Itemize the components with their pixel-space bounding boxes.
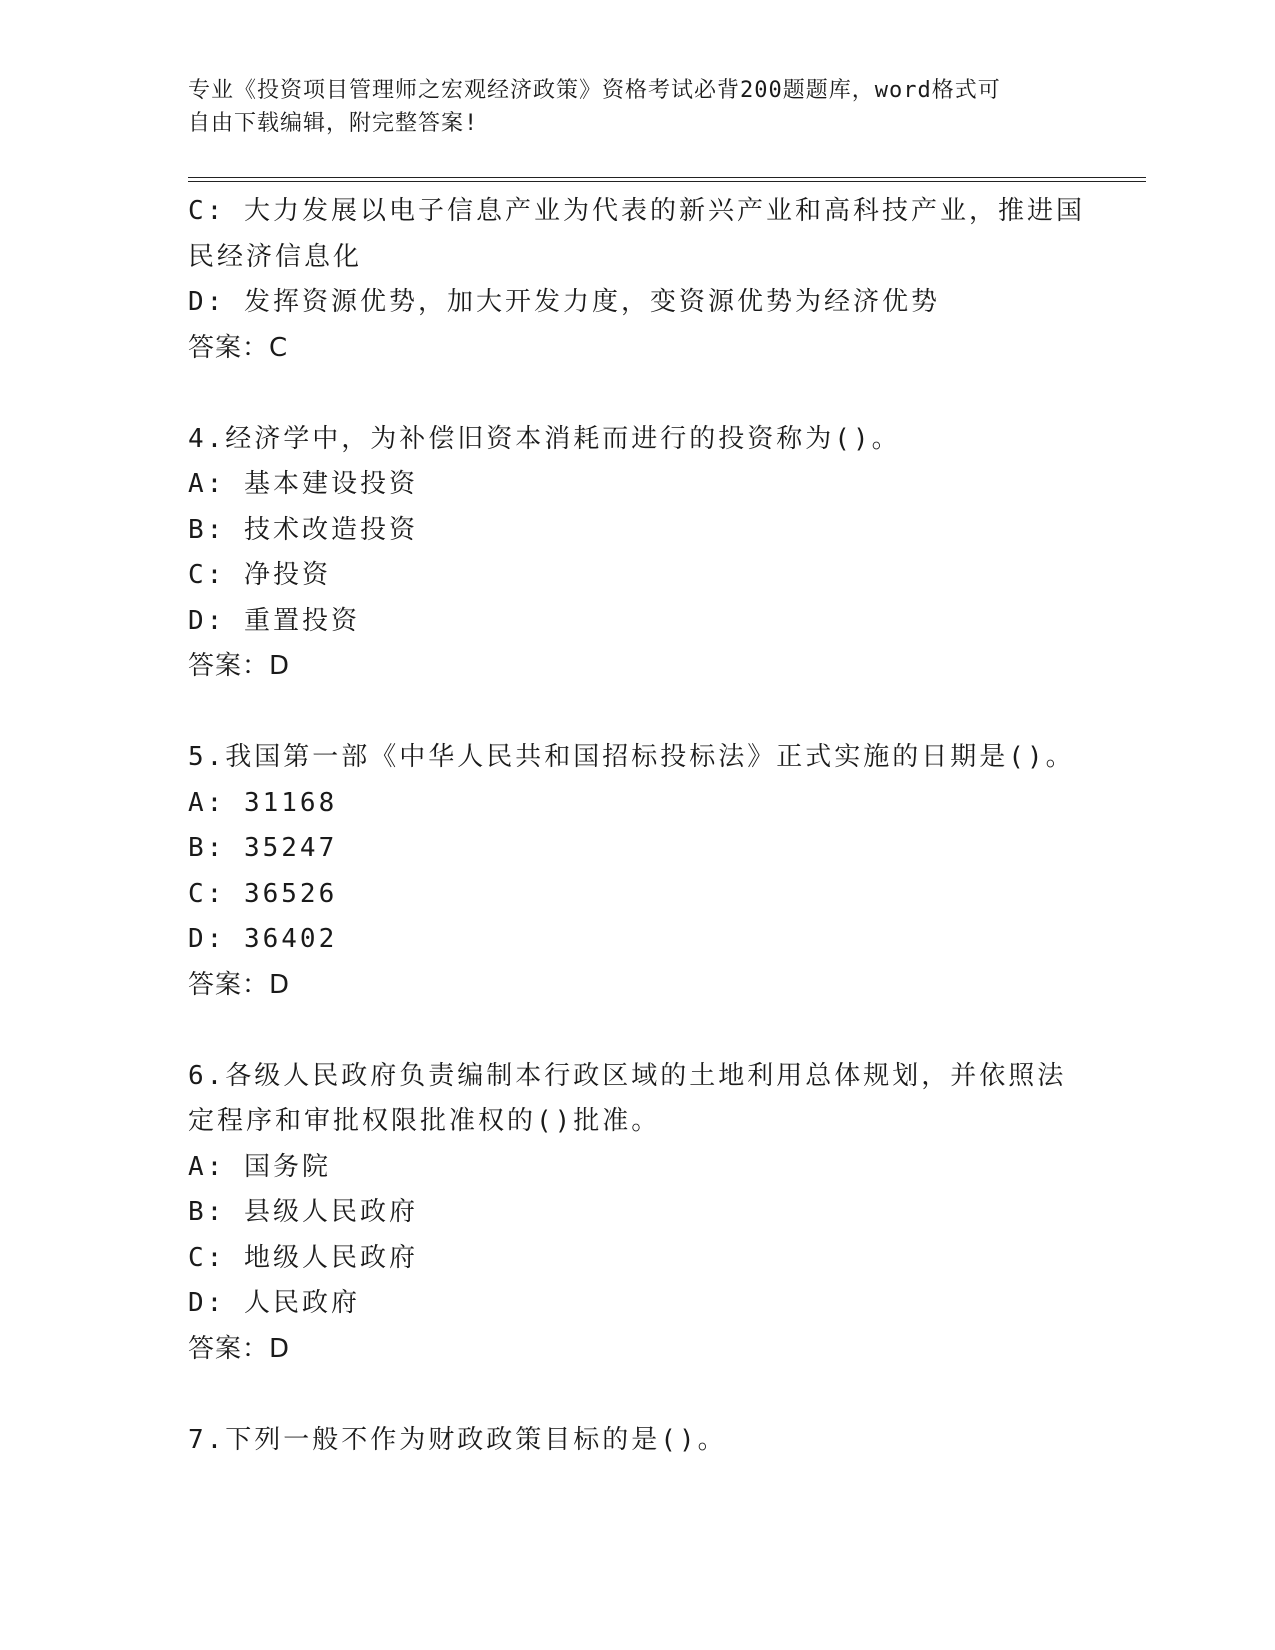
option-a: A: 国务院	[188, 1151, 331, 1182]
question-6	[188, 1054, 1088, 1373]
option-b: B: 技术改造投资	[188, 514, 418, 545]
option-b: B: 县级人民政府	[188, 1197, 418, 1227]
question-5	[188, 735, 1088, 1008]
answer-label: 答案：D	[188, 969, 291, 1000]
option-a: A: 31168	[188, 787, 338, 818]
question-text: 7.下列一般不作为财政政策目标的是()。	[188, 1424, 727, 1455]
question-text: 5.我国第一部《中华人民共和国招标投标法》正式实施的日期是()。	[188, 742, 1075, 772]
question-text: 6.各级人民政府负责编制本行政区域的土地利用总体规划，并依照法	[188, 1060, 1067, 1091]
option-b: B: 35247	[188, 833, 338, 863]
option-d: D: 人民政府	[188, 1288, 360, 1318]
option-d: D: 发挥资源优势，加大开发力度，变资源优势为经济优势	[188, 287, 940, 317]
option-c: C: 大力发展以电子信息产业为代表的新兴产业和高科技产业，推进国	[188, 196, 1085, 226]
answer-label: 答案：C	[188, 332, 289, 363]
option-d: D: 36402	[188, 924, 338, 954]
document-page	[188, 0, 1148, 1650]
option-d: D: 重置投资	[188, 605, 360, 636]
question-text-continued: 定程序和审批权限批准权的()批准。	[188, 1106, 661, 1136]
question-4	[188, 417, 1088, 690]
header-title-line-2: 自由下载编辑，附完整答案!	[188, 111, 479, 136]
question-list	[188, 189, 1088, 1463]
answer-label: 答案：D	[188, 651, 291, 681]
document-header	[188, 74, 1068, 140]
spacer	[188, 690, 1088, 736]
question-7	[188, 1418, 1088, 1464]
spacer	[188, 371, 1088, 417]
option-a: A: 基本建设投资	[188, 469, 418, 499]
spacer	[188, 1008, 1088, 1054]
spacer	[188, 1372, 1088, 1418]
option-c: C: 36526	[188, 878, 338, 909]
answer-label: 答案：D	[188, 1333, 291, 1364]
question-text: 4.经济学中，为补偿旧资本消耗而进行的投资称为()。	[188, 423, 901, 454]
option-c: C: 地级人民政府	[188, 1242, 418, 1273]
option-c-continued: 民经济信息化	[188, 241, 363, 272]
option-c: C: 净投资	[188, 560, 331, 590]
header-title-line-1: 专业《投资项目管理师之宏观经济政策》资格考试必背200题题库，word格式可	[188, 78, 1001, 103]
question-3-tail	[188, 189, 1088, 371]
header-divider	[188, 177, 1146, 182]
